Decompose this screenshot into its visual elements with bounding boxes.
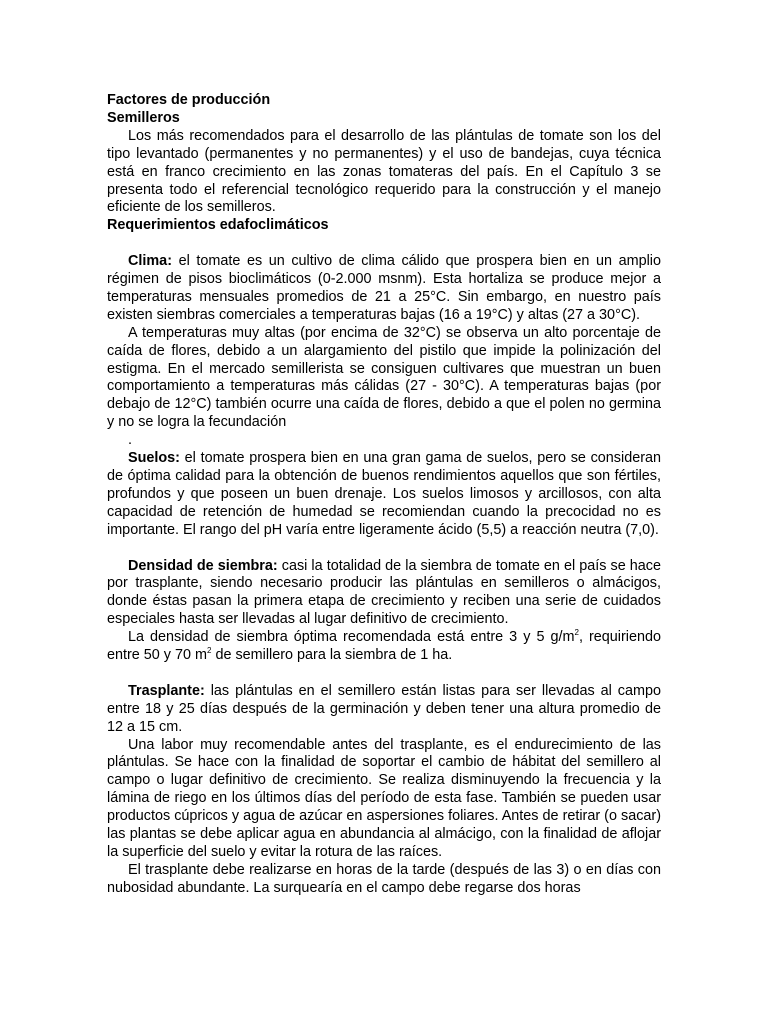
paragraph-densidad-2 (107, 629, 661, 665)
section-heading-semilleros: Semilleros (107, 109, 180, 126)
document-page (107, 92, 661, 898)
densidad-text-b: , requiriendo entre 50 y 70 m (107, 629, 661, 664)
suelos-label: Suelos: (128, 450, 180, 467)
stray-dot: . (128, 432, 132, 449)
densidad-label: Densidad de siembra: (128, 557, 278, 574)
superscript: 2 (574, 628, 579, 638)
densidad-text: casi la totalidad de la siembra de tomate en el país se hace por trasplante, siendo necesario producir las plántulas en semilleros o almácigos, donde éstas pasan la primera etapa de crecimiento y reciben una serie de cuidados especiales hasta ser llevadas al lugar definitivo de crecimiento. (107, 557, 661, 628)
paragraph-densidad (107, 558, 661, 630)
clima-text: el tomate es un cultivo de clima cálido que prospera bien en un amplio régimen de pisos bioclimáticos (0-2.000 msnm). Esta hortaliza se produce mejor a temperaturas mensuales promedios de 21 a 25°C. Sin embargo, en nuestro país existen siembras comerciales a temperaturas bajas (16 a 19°C) y altas (27 a 30°C). (107, 253, 661, 323)
spacer (107, 540, 661, 558)
paragraph-semilleros: Los más recomendados para el desarrollo de las plántulas de tomate son los del tipo levantado (permanentes y no permanentes) y el uso de bandejas, cuya técnica está en franco crecimiento en las zonas tomateras del país. En el Capítulo 3 se presenta todo el referencial tecnológico requerido para la construcción y el manejo eficiente de los semilleros. (107, 127, 661, 216)
densidad-text-a: La densidad de siembra óptima recomendada está entre 3 y 5 g/m (128, 629, 575, 646)
suelos-text: el tomate prospera bien en una gran gama de suelos, pero se consideran de óptima calidad para la obtención de buenos rendimientos aquellos que son fértiles, profundos y que poseen un buen drenaje. Los suelos limosos y arcillosos, con alta capacidad de retención de humedad se recomiendan cuando la precocidad no es importante. El rango del pH varía entre ligeramente ácido (5,5) a reacción neutra (7,0). (107, 450, 661, 538)
document-title: Factores de producción (107, 92, 271, 108)
paragraph-clima-2: A temperaturas muy altas (por encima de 32°C) se observa un alto porcentaje de caída de flores, debido a un alargamiento del pistilo que impide la polinización del estigma. En el mercado semillerista se consiguen cultivares que muestran un buen comportamiento a temperaturas más cálidas (27 - 30°C). A temperaturas bajas (por debajo de 12°C) también ocurre una caída de flores, debido a que el polen no germina y no se logra la fecundación (107, 324, 661, 431)
trasplante-label: Trasplante: (128, 682, 205, 699)
densidad-text-c: de semillero para la siembra de 1 ha. (211, 647, 453, 664)
spacer (107, 665, 661, 683)
paragraph-trasplante-2: Una labor muy recomendable antes del trasplante, es el endurecimiento de las plántulas. Se hace con la finalidad de soportar el cambio de hábitat del semillero al campo o lugar definitivo de crecimiento. Se realiza disminuyendo la frecuencia y la lámina de riego en los últimos días del período de esta fase. También se pueden usar productos cúpricos y agua de azúcar en aspersiones foliares. Antes de retirar (o sacar) las plantas se debe aplicar agua en abundancia al almácigo, con la finalidad de aflojar la superficie del suelo y evitar la rotura de las raíces. (107, 736, 661, 861)
paragraph-clima (107, 253, 661, 325)
trasplante-text: las plántulas en el semillero están listas para ser llevadas al campo entre 18 y 25 días después de la germinación y deben tener una altura promedio de 12 a 15 cm. (107, 682, 661, 735)
spacer (107, 235, 661, 253)
paragraph-suelos (107, 450, 661, 540)
superscript: 2 (207, 646, 212, 656)
clima-label: Clima: (128, 253, 172, 270)
section-heading-requerimientos: Requerimientos edafoclimáticos (107, 217, 329, 234)
paragraph-trasplante-3: El trasplante debe realizarse en horas de la tarde (después de las 3) o en días con nubosidad abundante. La surquearía en el campo debe regarse dos horas (107, 861, 661, 896)
paragraph-trasplante (107, 683, 661, 737)
